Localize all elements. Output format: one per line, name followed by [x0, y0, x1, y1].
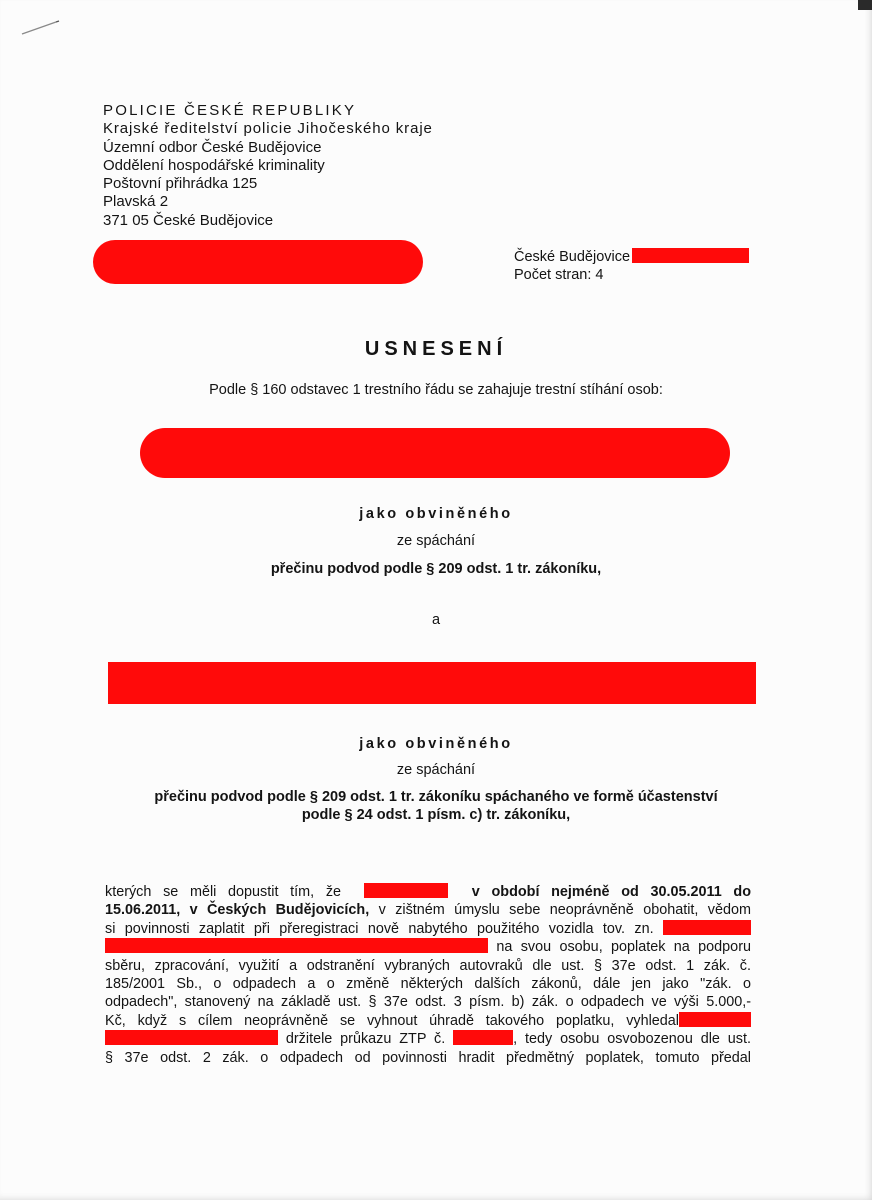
body-text-fragment: kterých se měli dopustit tím, že	[105, 884, 342, 900]
redaction-mark	[93, 240, 423, 284]
body-line	[105, 938, 751, 956]
issuer-line: Krajské ředitelství policie Jihočeského kraje	[103, 120, 433, 138]
committing-text: ze spáchání	[396, 533, 476, 549]
body-line	[105, 883, 751, 901]
redaction-mark	[108, 662, 756, 704]
body-text-fragment: v zištném úmyslu sebe neoprávněně obohatit, vědom	[378, 902, 751, 919]
body-line	[105, 920, 751, 938]
redaction-mark	[105, 1030, 278, 1045]
body-text-fragment: v období nejméně od 30.05.2011 do	[471, 884, 751, 900]
committing-text: ze spáchání	[396, 762, 476, 778]
body-line: sběru, zpracování, využití a odstranění vybraných autovraků dle ust. § 37e odst. 1 zák. č.	[105, 957, 751, 974]
body-paragraph	[105, 883, 751, 1067]
issuer-line: Poštovní přihrádka 125	[103, 175, 258, 193]
body-line: odpadech", stanovený na základě ust. § 37e odst. 3 písm. b) zák. o odpadech ve výši 5.000,-	[105, 994, 751, 1011]
redaction-mark	[453, 1030, 513, 1045]
redaction-mark	[105, 938, 488, 953]
redaction-mark	[663, 920, 751, 935]
issuer-line: 371 05 České Budějovice	[103, 211, 274, 229]
body-text-fragment: držitele průkazu ZTP č.	[285, 1031, 446, 1048]
body-line	[105, 1012, 751, 1030]
body-line: § 37e odst. 2 zák. o odpadech od povinnosti hradit předmětný poplatek, tomuto předal	[105, 1049, 751, 1066]
issuer-line: Oddělení hospodářské kriminality	[103, 156, 325, 174]
offense-text: podle § 24 odst. 1 písm. c) tr. zákoníku,	[301, 807, 571, 823]
body-text-fragment: , tedy osobu osvobozenou dle ust.	[513, 1031, 751, 1048]
staple-mark	[20, 18, 60, 38]
issuer-line: POLICIE ČESKÉ REPUBLIKY	[103, 102, 357, 119]
document-title: USNESENÍ	[364, 338, 508, 360]
redaction-mark	[679, 1012, 751, 1027]
body-text-fragment: Kč, když s cílem neoprávněně se vyhnout úhradě takového poplatku, vyhledal	[105, 1012, 679, 1029]
issuer-line: Plavská 2	[103, 193, 169, 211]
redaction-mark	[364, 883, 448, 898]
issuer-line: Územní odbor České Budějovice	[103, 138, 322, 156]
intro-text: Podle § 160 odstavec 1 trestního řádu se zahajuje trestní stíhání osob:	[209, 382, 663, 398]
body-line	[105, 901, 751, 919]
connector-text: a	[431, 612, 441, 628]
scan-corner-mark	[858, 0, 872, 10]
accused-role: jako obviněného	[359, 736, 513, 752]
offense-text: přečinu podvod podle § 209 odst. 1 tr. zákoníku,	[270, 561, 602, 577]
document-meta	[514, 248, 749, 284]
body-text-fragment: si povinnosti zaplatit při přeregistraci nově nabytého použitého vozidla tov. zn.	[105, 920, 654, 937]
body-line	[105, 1030, 751, 1048]
issuer-address	[103, 102, 433, 230]
accused-role: jako obviněného	[359, 506, 513, 522]
redaction-mark	[140, 428, 730, 478]
offense-text: přečinu podvod podle § 209 odst. 1 tr. zákoníku spáchaného ve formě účastenství	[154, 789, 718, 805]
body-text-fragment: 15.06.2011, v Českých Budějovicích,	[105, 902, 370, 919]
redaction-mark	[632, 248, 749, 263]
body-text-fragment: na svou osobu, poplatek na podporu	[496, 939, 751, 956]
place-text: České Budějovice	[514, 249, 631, 265]
page-count: Počet stran: 4	[514, 267, 604, 283]
body-line: 185/2001 Sb., o odpadech a o změně některých dalších zákonů, dále jen jako "zák. o	[105, 976, 751, 993]
